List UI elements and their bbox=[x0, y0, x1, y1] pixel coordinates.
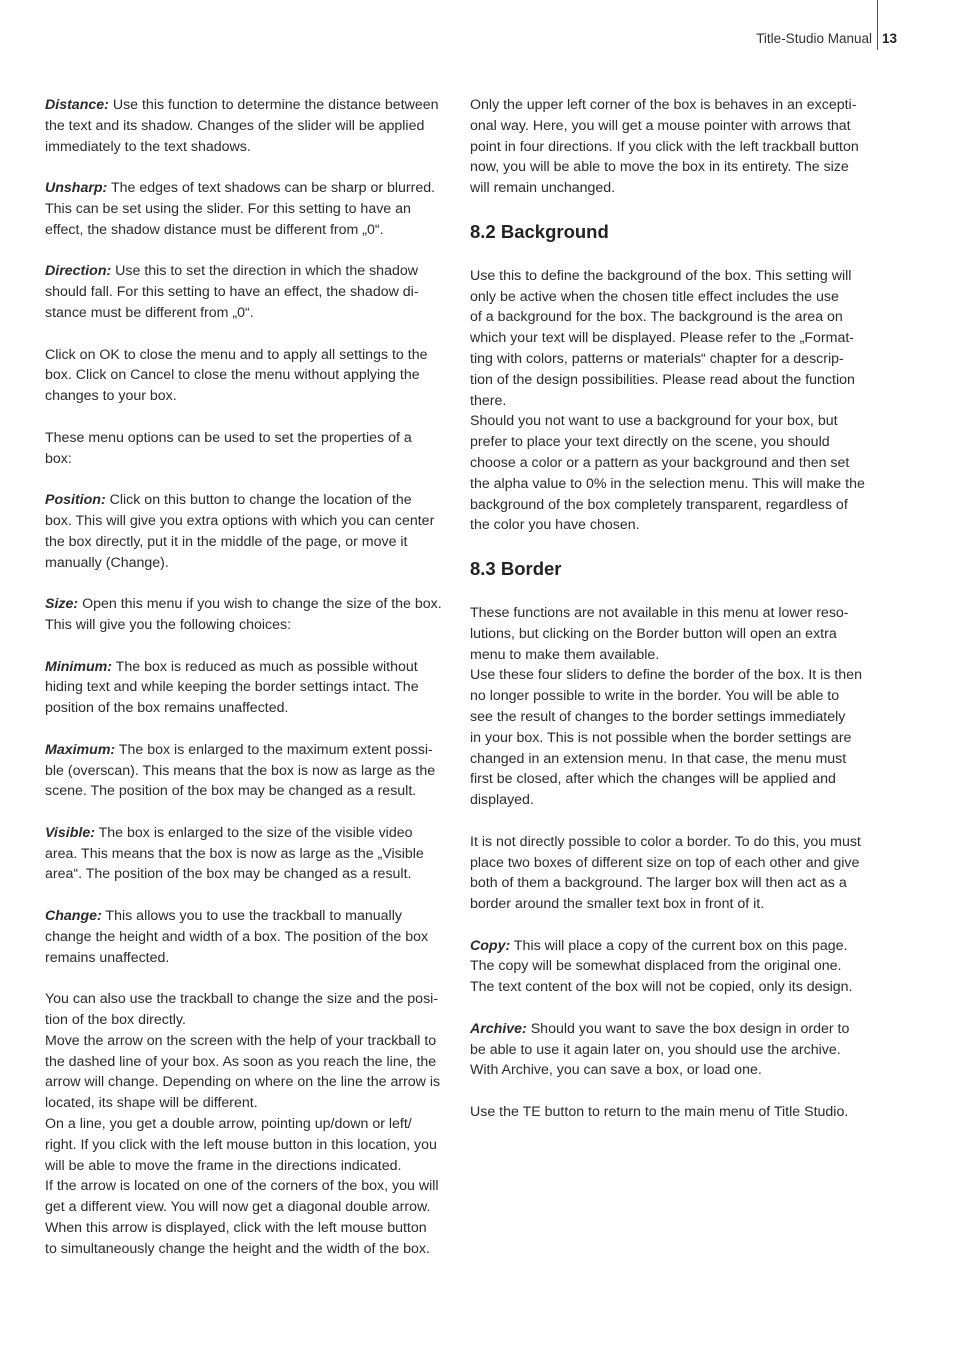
text-change: This allows you to use the trackball to manually change the height and width of a box. The position of the box remains unaffected. bbox=[45, 908, 429, 966]
left-column bbox=[45, 95, 459, 1280]
term-direction: Direction: bbox=[45, 263, 112, 280]
paragraph-visible bbox=[45, 823, 459, 885]
text-copy: This will place a copy of the current box on this page. The copy will be somewhat displaced from the original one. The text content of the box will not be copied, only its design. bbox=[470, 937, 853, 996]
text-visible: The box is enlarged to the size of the visible video area. This means that the box is now as large as the „Visible area“. The position of the box may be changed as a result. bbox=[45, 824, 424, 883]
term-visible: Visible: bbox=[45, 824, 95, 841]
heading-border: 8.3 Border bbox=[470, 557, 562, 579]
paragraph-background: Use this to define the background of the box. This setting will only be active when the chosen title effect includes the use of a background for the box. The background is the area on which your text will be displayed. Please refer to the „Format- ting with colors, patterns or materials“ chapter for a descrip- tion of the design possibilities. Please read about the function there. Should you not want to use a background for your box, but prefer to place your text directly on the scene, you should choose a color or a pattern as your background and then set the alpha value to 0% in the selection menu. This will make the background of the box completely transparent, regardless of the color you have chosen. bbox=[470, 267, 865, 534]
paragraph-trackball: You can also use the trackball to change the size and the posi- tion of the box directly. Move the arrow on the screen with the help of your trackball to the dashed line of your box. As soon as you reach the line, the arrow will change. Depending on where on the line the arrow is located, its shape will be different. On a line, you get a double arrow, pointing up/down or left/ right. If you click with the left mouse button in this location, you will be able to move the frame in the directions indicated. If the arrow is located on one of the corners of the box, you will get a different view. You will now get a diagonal double arrow. When this arrow is displayed, click with the left mouse button to simultaneously change the height and the width of the box. bbox=[45, 991, 441, 1257]
term-unsharp: Unsharp: bbox=[45, 180, 108, 197]
right-column bbox=[470, 95, 880, 1144]
paragraph-direction bbox=[45, 261, 459, 323]
term-maximum: Maximum: bbox=[45, 741, 116, 758]
paragraph-archive bbox=[470, 1019, 880, 1081]
heading-background: 8.2 Background bbox=[470, 220, 609, 242]
paragraph-ok-cancel: Click on OK to close the menu and to apply all settings to the box. Click on Cancel to close the menu without applying the changes to your box. bbox=[45, 346, 428, 405]
paragraph-border: These functions are not available in this menu at lower reso- lutions, but clicking on the Border button will open an extra menu to make them available. Use these four sliders to define the border of the box. It is then no longer possible to write in the border. You will be able to see the result of changes to the border settings immediately in your box. This is not possible when the border settings are changed in an extension menu. In that case, the menu must first be closed, after which the changes will be applied and displayed. bbox=[470, 604, 862, 809]
paragraph-border-color: It is not directly possible to color a border. To do this, you must place two boxes of different size on top of each other and give both of them a background. The larger box will then act as a border around the smaller text box in front of it. bbox=[470, 833, 861, 913]
paragraph-distance bbox=[45, 95, 459, 157]
paragraph-unsharp bbox=[45, 178, 459, 240]
paragraph-minimum bbox=[45, 657, 459, 719]
term-size: Size: bbox=[45, 596, 79, 613]
paragraph-maximum bbox=[45, 740, 459, 802]
term-position: Position: bbox=[45, 492, 106, 509]
manual-title: Title-Studio Manual bbox=[756, 31, 872, 46]
term-archive: Archive: bbox=[470, 1020, 527, 1037]
term-change: Change: bbox=[45, 908, 102, 925]
paragraph-change bbox=[45, 906, 459, 968]
page-number: 13 bbox=[882, 31, 898, 46]
term-minimum: Minimum: bbox=[45, 658, 112, 675]
term-distance: Distance: bbox=[45, 97, 109, 113]
header-divider bbox=[877, 0, 878, 50]
text-position: Click on this button to change the location of the box. This will give you extra options with which you can center the box directly, put it in the middle of the page, or move it manually (Change). bbox=[45, 492, 435, 571]
text-minimum: The box is reduced as much as possible without hiding text and while keeping the border settings intact. The position of the box remains unaffected. bbox=[45, 658, 419, 717]
paragraph-te-button: Use the TE button to return to the main menu of Title Studio. bbox=[470, 1104, 849, 1121]
paragraph-size bbox=[45, 594, 459, 636]
text-archive: Should you want to save the box design in order to be able to use it again later on, you should use the archive. With Archive, you can save a box, or load one. bbox=[470, 1020, 850, 1079]
text-unsharp: The edges of text shadows can be sharp or blurred. This can be set using the slider. For this setting to have an effect, the shadow distance must be different from „0“. bbox=[45, 180, 436, 238]
text-size: Open this menu if you wish to change the size of the box. This will give you the following choices: bbox=[45, 596, 442, 633]
paragraph-upper-left-corner: Only the upper left corner of the box is behaves in an excepti- onal way. Here, you will get a mouse pointer with arrows that point in four directions. If you click with the left trackball button now, you will be able to move the box in its entirety. The size will remain unchanged. bbox=[470, 97, 859, 197]
paragraph-menu-options: These menu options can be used to set the properties of a box: bbox=[45, 429, 412, 467]
text-maximum: The box is enlarged to the maximum extent possi- ble (overscan). This means that the box is now as large as the scene. The position of the box may be changed as a result. bbox=[45, 741, 436, 800]
paragraph-position bbox=[45, 490, 459, 573]
text-distance: Use this function to determine the distance between the text and its shadow. Changes of the slider will be applied immediately to the text shadows. bbox=[45, 97, 439, 155]
paragraph-copy bbox=[470, 936, 880, 998]
text-direction: Use this to set the direction in which the shadow should fall. For this setting to have an effect, the shadow di- stance must be different from „0“. bbox=[45, 263, 419, 321]
term-copy: Copy: bbox=[470, 937, 511, 954]
